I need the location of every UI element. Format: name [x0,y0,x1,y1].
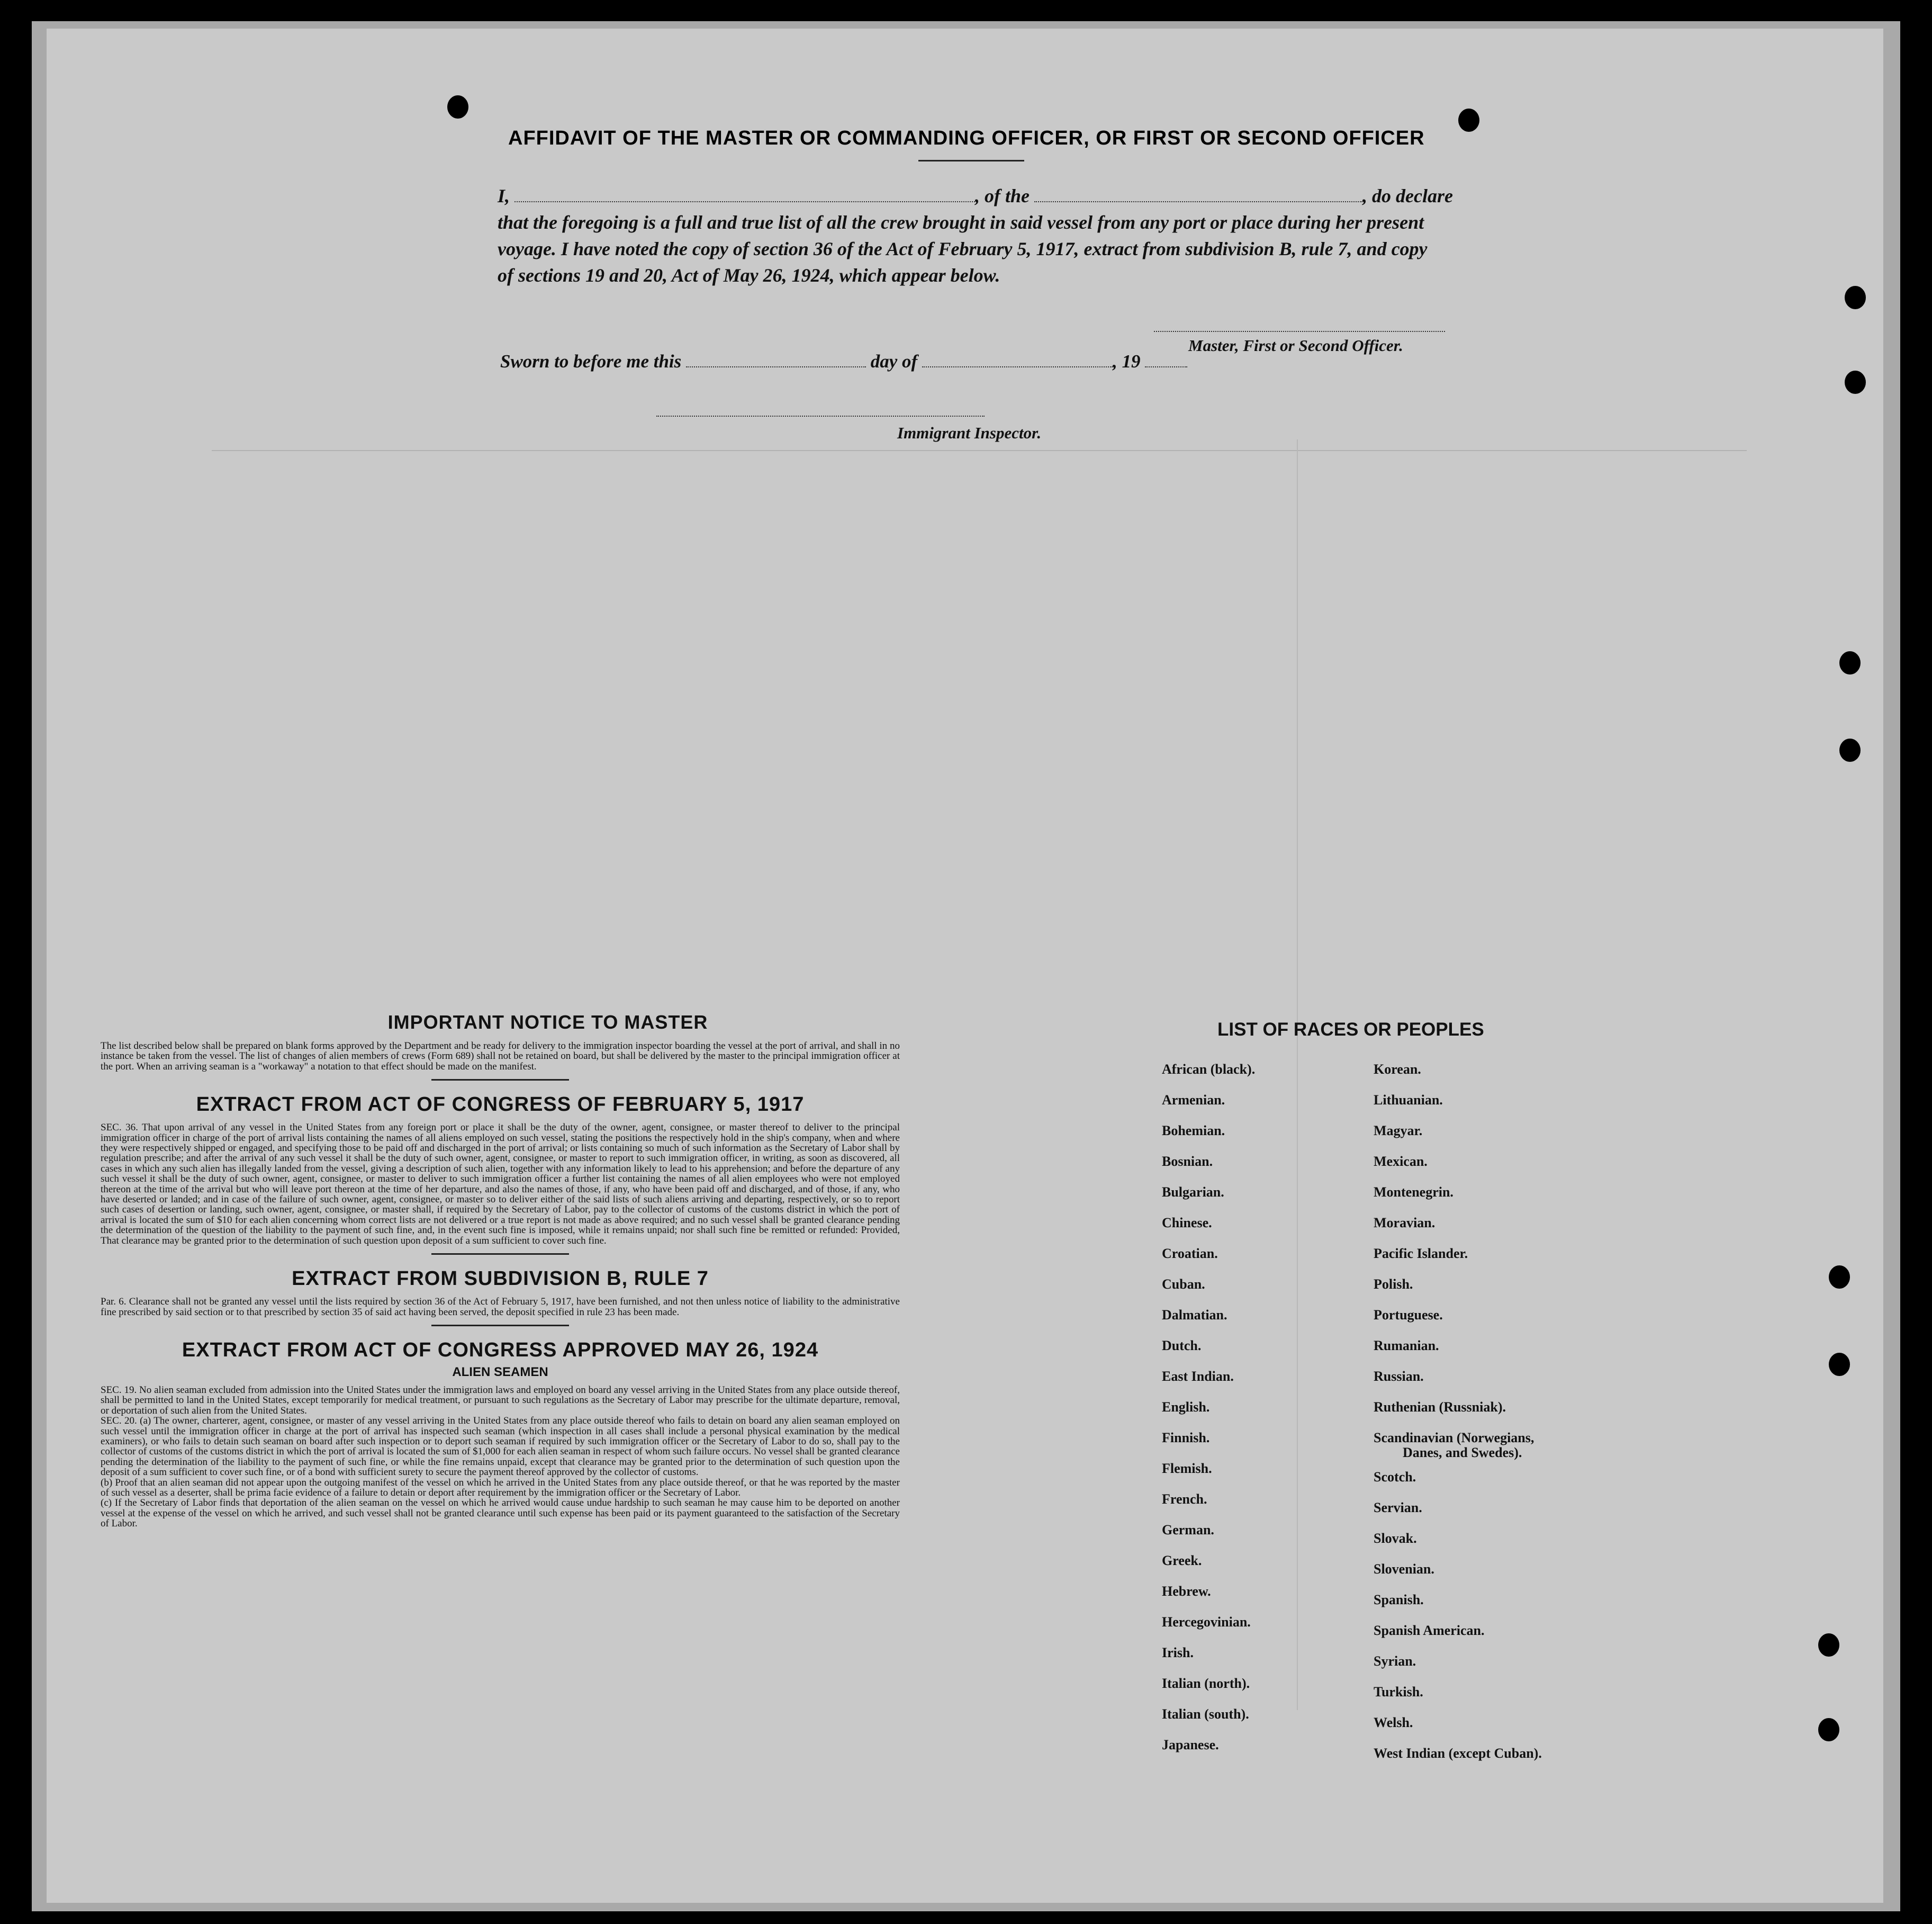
race-right: Spanish. [1374,1592,1424,1607]
declaration-line-4: of sections 19 and 20, Act of May 26, 1924, which appear below. [498,265,1000,286]
race-left: Hercegovinian. [1162,1614,1251,1630]
race-right: Slovenian. [1374,1561,1434,1577]
extract-1917-text: SEC. 36. That upon arrival of any vessel in the United States from any foreign port or place it shall be the duty of the owner, agent, consignee, or master thereof to deliver to the principal immigration officer in charge of the port of arrival lists containing the names of all aliens employed on such vessel, stating the positions the respectively hold in the ship's company, when and where they were respectively shipped or engaged, and specifying those to be paid off and discharged in the port of arrival; or lists containing so much of such information as the Secretary of Labor shall by regulation prescribe; and after the arrival of any such vessel it shall be the duty of such owner, agent, consignee, or master to report to such immigration officer, in writing, as soon as discovered, all cases in which any such alien has illegally landed from the vessel, giving a description of such alien, together with any information likely to lead to his apprehension; and before the departure of any such vessel it shall be the duty of such owner, agent, consignee, or master to deliver to such immigration officer a further list containing the names of all alien employees who were not employed thereon at the time of the arrival but who will leave port thereon at the time of her departure, and also the names of those, if any, who have been paid off and discharged, and of those, if any, who have deserted or landed; and in case of the failure of such owner, agent, consignee, or master so to deliver either of the said lists of such aliens arriving and departing, respectively, or so to report such cases of desertion or landing, such owner, agent, consignee, or master shall, if required by the Secretary of Labor, pay to the collector of customs of the customs district in which the port of arrival is located the sum of $10 for each alien concerning whom correct lists are not delivered or a true report is not made as above required; and no such vessel shall be granted clearance pending the determination of the question of the liability to the payment of such fine, and, in the event such fine is imposed, while it remains unpaid; nor shall such fine be remitted or refunded: Provided, That clearance may be granted prior to the determination of such question upon deposit of a sum sufficient to cover such fine. [101,1122,900,1246]
race-left: Dalmatian. [1162,1307,1227,1323]
race-right: Ruthenian (Russniak). [1374,1399,1506,1415]
race-left: Croatian. [1162,1246,1218,1261]
declaration-text [498,183,1493,289]
sec19-text: SEC. 19. No alien seaman excluded from admission into the United States under the immigration laws and employed on board any vessel arriving in the United States from any place outside thereof, shall be permitted to land in the United States, except temporarily for medical treatment, or pursuant to such regulations as the Secretary of Labor may prescribe for the ultimate departure, removal, or deportation of such alien from the United States. [101,1384,900,1416]
sworn-text: Sworn to before me this [500,351,682,372]
affidavit-title: AFFIDAVIT OF THE MASTER OR COMMANDING OFFICER, OR FIRST OR SECOND OFFICER [508,127,1425,149]
race-right: Scandinavian (Norwegians, [1374,1430,1534,1445]
race-left: Bosnian. [1162,1154,1213,1169]
declaration-i: I, [498,185,510,206]
declaration-of: , of the [975,185,1030,206]
notice-text: The list described below shall be prepared on blank forms approved by the Department and be ready for delivery to the immigration inspector boarding the vessel at the port of arrival, and shall in no instance be taken from the vessel. The list of changes of alien members of crews (Form 689) shall not be retained on board, but shall be delivered by the master to the principal immigration officer at the port. When an arriving seaman is a "workaway" a notation to that effect should be made on the manifest. [101,1040,900,1072]
notice-section [101,1011,900,1529]
race-right: Danes, and Swedes). [1403,1445,1522,1460]
punch-hole [1458,109,1479,132]
race-left: African (black). [1162,1062,1256,1077]
sec20a-text: SEC. 20. (a) The owner, charterer, agent, consignee, or master of any vessel arriving in the United States from any place outside thereof who fails to detain on board any alien seaman employed on such vessel until the immigration officer in charge at the port of arrival has inspected such seaman (which inspection in all cases shall include a personal physical examination by the medical examiners), or who fails to detain such seaman on board after such inspection or to deport such seaman if required by such immigration officer or the Secretary of Labor to do so, shall pay to the collector of customs of the customs district in which the port of arrival is located the sum of $1,000 for each alien seaman in respect of whom such failure occurs. No vessel shall be granted clearance pending the determination of the liability to the payment of such fine, or while the fine remains unpaid, except that clearance may be granted prior to the determination of such question upon the deposit of a sum sufficient to cover such fine, or of a bond with sufficient surety to secure the payment thereof approved by the collector of customs. [101,1415,900,1478]
race-left: German. [1162,1522,1214,1538]
vessel-field[interactable] [1034,185,1362,202]
race-left: Italian (north). [1162,1676,1250,1691]
race-right: Syrian. [1374,1653,1416,1669]
punch-hole [1818,1633,1839,1657]
divider [431,1079,569,1081]
race-left: French. [1162,1491,1207,1507]
divider [431,1325,569,1326]
inspector-label: Immigrant Inspector. [897,424,1042,442]
rule7-title: EXTRACT FROM SUBDIVISION B, RULE 7 [292,1267,709,1290]
punch-hole [447,95,468,119]
divider [431,1253,569,1255]
race-right: Magyar. [1374,1123,1423,1138]
sworn-day-field[interactable] [686,350,866,367]
punch-hole [1839,651,1861,675]
race-left: Chinese. [1162,1215,1212,1230]
race-left: Bulgarian. [1162,1184,1224,1200]
race-right: Lithuanian. [1374,1092,1443,1108]
race-left: English. [1162,1399,1210,1415]
declaration-declare: , do declare [1362,185,1453,206]
sworn-label [500,350,1187,372]
race-left: Finnish. [1162,1430,1210,1445]
punch-hole [1839,739,1861,762]
races-title: LIST OF RACES OR PEOPLES [1217,1019,1484,1040]
sworn-year-field[interactable] [1145,350,1187,367]
race-right: Pacific Islander. [1374,1246,1468,1261]
race-right: Slovak. [1374,1531,1417,1546]
race-right: Turkish. [1374,1684,1423,1700]
sworn-month-field[interactable] [922,350,1113,367]
race-left: Japanese. [1162,1737,1219,1752]
race-left: Greek. [1162,1553,1202,1568]
master-signature-label: Master, First or Second Officer. [1188,336,1403,355]
race-left: Hebrew. [1162,1584,1211,1599]
race-right: Spanish American. [1374,1623,1485,1638]
declaration-line-3: voyage. I have noted the copy of section 36 of the Act of February 5, 1917, extract from subdivision B, rule 7, and copy [498,238,1428,259]
race-left: Dutch. [1162,1338,1202,1353]
punch-hole [1845,371,1866,394]
race-right: Polish. [1374,1276,1413,1292]
sec20b-text: (b) Proof that an alien seaman did not appear upon the outgoing manifest of the vessel on which he arrived in the United States from any place outside thereof, or that he was reported by the master of such vessel as a deserter, shall be prima facie evidence of a failure to detain or deport after requirement by the immigration officer or the Secretary of Labor. [101,1477,900,1498]
race-right: Russian. [1374,1369,1424,1384]
year-prefix: , 19 [1112,351,1141,372]
race-left: Irish. [1162,1645,1194,1660]
race-right: Moravian. [1374,1215,1436,1230]
rule7-text: Par. 6. Clearance shall not be granted any vessel until the lists required by section 36 of the Act of February 5, 1917, have been furnished, and not then unless notice of liability to the administrative fine prescribed by said section or to that prescribed by section 35 of said act having been served, the deposit specified in rule 23 has been made. [101,1296,900,1318]
race-right: Scotch. [1374,1469,1416,1485]
notice-title: IMPORTANT NOTICE TO MASTER [387,1011,708,1033]
race-left: East Indian. [1162,1369,1234,1384]
name-field[interactable] [514,185,975,202]
title-underline [918,160,1024,161]
punch-hole [1845,286,1866,309]
punch-hole [1818,1718,1839,1741]
race-right: Korean. [1374,1062,1421,1077]
race-left: Cuban. [1162,1276,1205,1292]
sec20c-text: (c) If the Secretary of Labor finds that deportation of the alien seaman on the vessel on which he arrived would cause undue hardship to such seaman he may cause him to be deported on another vessel at the expense of the vessel on which he arrived, and such vessel shall not be granted clearance until such expense has been paid or its payment guaranteed to the satisfaction of the Secretary of Labor. [101,1497,900,1530]
race-left: Italian (south). [1162,1706,1249,1722]
extract-1924-title: EXTRACT FROM ACT OF CONGRESS APPROVED MAY 26, 1924 [182,1338,819,1361]
race-right: West Indian (except Cuban). [1374,1746,1542,1761]
race-left: Flemish. [1162,1461,1212,1476]
extract-1924-subtitle: ALIEN SEAMEN [452,1364,548,1379]
race-right: Welsh. [1374,1715,1413,1730]
punch-hole [1829,1265,1850,1289]
race-right: Servian. [1374,1500,1422,1515]
race-left: Armenian. [1162,1092,1225,1108]
declaration-line-1 [498,183,1493,209]
race-right: Rumanian. [1374,1338,1439,1353]
punch-hole [1829,1353,1850,1376]
master-signature-line[interactable] [1154,315,1445,332]
race-right: Mexican. [1374,1154,1428,1169]
declaration-line-2: that the foregoing is a full and true list of all the crew brought in said vessel from any port or place during her present [498,212,1424,233]
day-of-text: day of [870,351,918,372]
race-right: Portuguese. [1374,1307,1443,1323]
race-left: Bohemian. [1162,1123,1225,1138]
extract-1917-title: EXTRACT FROM ACT OF CONGRESS OF FEBRUARY 5, 1917 [196,1093,805,1116]
inspector-signature-line[interactable] [656,400,985,417]
race-right: Montenegrin. [1374,1184,1453,1200]
